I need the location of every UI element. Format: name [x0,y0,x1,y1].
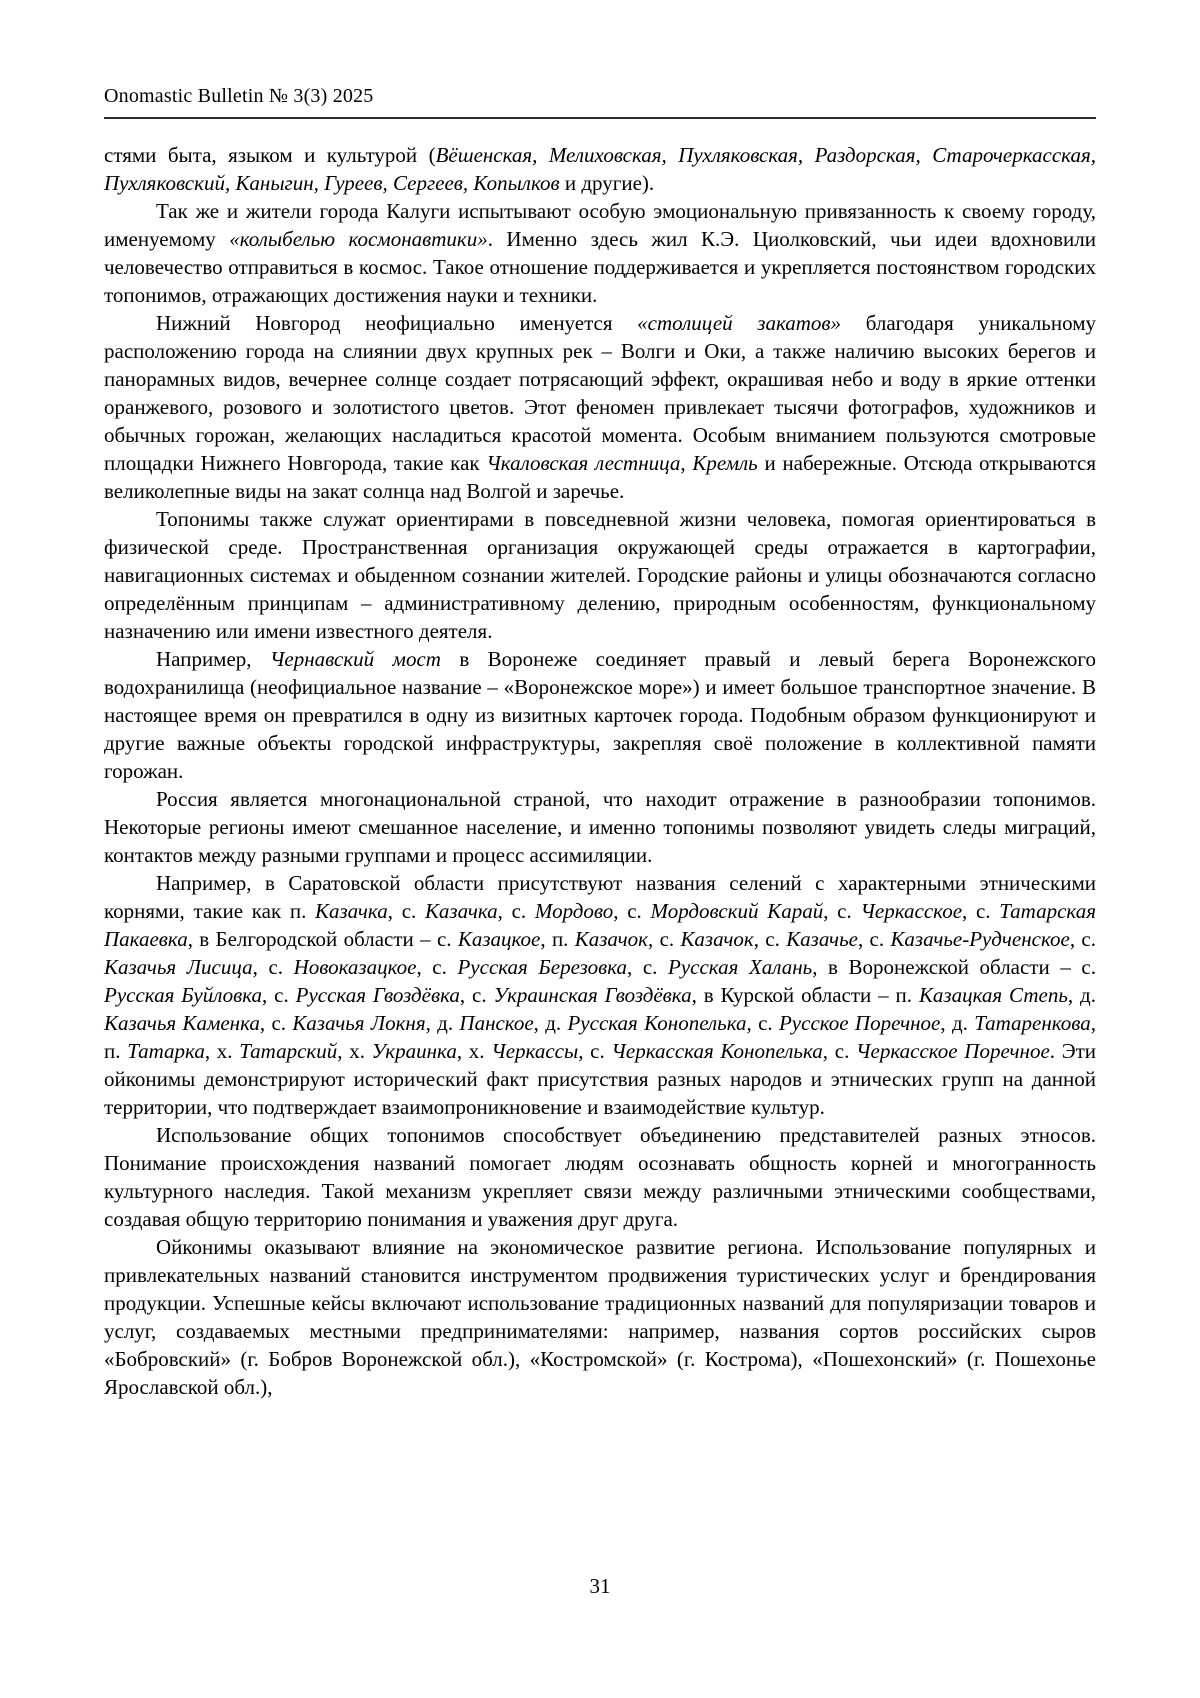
text-run: , с. [259,1011,293,1035]
text-run: , с. [459,983,494,1007]
toponym-italic-run: Казачье-Рудченское [890,927,1070,951]
toponym-italic-run: Казачок [574,927,648,951]
text-run: , с. [746,1011,779,1035]
paragraph [104,869,1096,1121]
toponym-italic-run: «колыбелью космонавтики» [229,227,488,251]
text-run: в Воронеже соединяет правый и левый берега Воронежского водохранилища (неофициальное название – «Воронежское море») и имеет большое транспортное значение. В настоящее время он превратился в одну из визитных карточек города. Подобным образом функционируют и другие важные объекты городской инфраструктуры, закрепляя своё положение в коллективной памяти горожан. [104,647,1096,783]
toponym-italic-run: Русская Буйловка [104,983,263,1007]
text-run: , с. [857,927,891,951]
text-run: , д. [1067,983,1096,1007]
text-run: Например, в Саратовской области присутствуют названия селений с характерными этническими корнями, такие как п. [104,871,1096,923]
text-run: , с. [962,899,1000,923]
text-run: , [680,451,693,475]
article-body [104,141,1096,1401]
paragraph [104,1121,1096,1233]
running-head-rule [104,84,1096,119]
toponym-italic-run: Черкасское Поречное [856,1039,1050,1063]
text-run: Использование общих топонимов способствует объединению представителей разных этносов. Понимание происхождения названий помогает людям осознавать общность корней и многогранность культурного наследия. Такой механизм укрепляет связи между различными этническими сообществами, создавая общую территорию понимания и уважения друг друга. [104,1123,1096,1231]
paragraph [104,785,1096,869]
paragraph [104,645,1096,785]
page-footer [0,1572,1200,1600]
text-run: . Именно здесь жил К.Э. Циолковский, чьи идеи вдохновили человечество отправиться в космос. Такое отношение поддерживается и укрепляется постоянством городских топонимов, отражающих достижения науки и техники. [104,227,1096,307]
text-run: , с. [262,983,296,1007]
text-run: , с. [647,927,681,951]
text-run: , д. [940,1011,975,1035]
text-run: , х. [456,1039,492,1063]
toponym-italic-run: Черкасская Конопелька [611,1039,823,1063]
text-run: , с. [578,1039,612,1063]
toponym-italic-run: Казачья Лисица [104,955,253,979]
text-run: , с. [416,955,458,979]
text-run: , в Белгородской области – с. [187,927,458,951]
toponym-italic-run: Кремль [692,451,758,475]
toponym-italic-run: Чернавский мост [269,647,441,671]
toponym-italic-run: Русская Гвоздёвка [295,983,460,1007]
text-run: , с. [387,899,425,923]
toponym-italic-run: Казачье [786,927,858,951]
toponym-italic-run: Панское [459,1011,534,1035]
toponym-italic-run: Чкаловская лестница [486,451,681,475]
toponym-italic-run: Татаренкова [974,1011,1091,1035]
toponym-italic-run: Казачья Локня [292,1011,426,1035]
toponym-italic-run: Казачка [315,899,388,923]
text-run: , п. [104,1011,1097,1063]
text-run: , с. [497,899,535,923]
toponym-italic-run: Русское Поречное [778,1011,941,1035]
text-run: Топонимы также служат ориентирами в повседневной жизни человека, помогая ориентироваться в физической среде. Пространственная организация окружающей среды отражается в картографии, навигационных системах и обыденном сознании жителей. Городские районы и улицы обозначаются согласно определённым принципам – административному делению, природным особенностям, функциональному назначению или имени известного деятеля. [104,507,1096,643]
text-run: и другие). [559,171,655,195]
paragraph [104,1233,1096,1401]
paragraph [104,197,1096,309]
text-run: Ойконимы оказывают влияние на экономическое развитие региона. Использование популярных и привлекательных названий становится инструментом продвижения туристических услуг и брендирования продукции. Успешные кейсы включают использование традиционных названий для популяризации товаров и услуг, создаваемых местными предпринимателями: например, названия сортов российских сыров «Бобровский» (г. Бобров Воронежской обл.), «Костромской» (г. Кострома), «Пошехонский» (г. Пошехонье Ярославской обл.), [104,1235,1096,1399]
toponym-italic-run: Казацкая Степь [918,983,1068,1007]
toponym-italic-run: Черкассы [491,1039,579,1063]
toponym-italic-run: Черкасское [860,899,963,923]
page-header [104,0,1096,119]
text-run: Россия является многонациональной страной, что находит отражение в разнообразии топонимов. Некоторые регионы имеют смешанное население, и именно топонимы позволяют увидеть следы миграций, контактов между разными группами и процесс ассимиляции. [104,787,1096,867]
text-run: , с. [753,927,787,951]
text-run: , с. [252,955,294,979]
text-run: . Эти ойконимы демонстрируют исторический факт присутствия разных народов и этнических групп на данной территории, что подтверждает взаимопроникновение и взаимодействие культур. [104,1039,1097,1119]
toponym-italic-run: Русская Халань [668,955,813,979]
text-run: , с. [1069,927,1096,951]
text-run: Так же и жители города Калуги испытывают особую эмоциональную привязанность к своему городу, именуемому [104,199,1096,251]
toponym-italic-run: Татарский [239,1039,338,1063]
text-run: , в Курской области – п. [691,983,919,1007]
text-run: стями быта, языком и культурой ( [104,143,436,167]
toponym-italic-run: Украинка [371,1039,457,1063]
paragraph [104,309,1096,505]
page-number: 31 [589,1574,611,1598]
toponym-italic-run: Казачок [680,927,754,951]
journal-title: Onomastic Bulletin № 3(3) 2025 [104,85,374,107]
toponym-italic-run: Татарка [127,1039,205,1063]
text-run: , в Воронежской области – с. [812,955,1096,979]
toponym-italic-run: Русская Конопелька [567,1011,747,1035]
toponym-italic-run: Русская Березовка [457,955,627,979]
text-run: , с. [822,1039,857,1063]
toponym-italic-run: Новоказацкое [293,955,417,979]
text-run: и набережные. Отсюда открываются великолепные виды на закат солнца над Волгой и заречье. [104,451,1097,503]
text-run: Нижний Новгород неофициально именуется [156,311,638,335]
toponym-italic-run: Украинская Гвоздёвка [493,983,692,1007]
text-run: , х. [204,1039,240,1063]
text-run: , д. [425,1011,460,1035]
text-run: , п. [540,927,575,951]
toponym-italic-run: Мордовский Карай [650,899,824,923]
toponym-italic-run: Вёшенская, Мелиховская, Пухляковская, Раздорская, Старочеркасская, Пухляковский, Каныгин, Гуреев, Сергеев, Копылков [104,143,1096,195]
text-run: , х. [337,1039,372,1063]
toponym-italic-run: Татарская Пакаевка [104,899,1096,951]
paragraph [104,505,1096,645]
toponym-italic-run: Казачья Каменка [104,1011,260,1035]
text-run: , с. [823,899,861,923]
paragraph [104,141,1096,197]
text-run: благодаря уникальному расположению города на слиянии двух крупных рек – Волги и Оки, а также наличию высоких берегов и панорамных видов, вечернее солнце создает потрясающий эффект, окрашивая небо и воду в яркие оттенки оранжевого, розового и золотистого цветов. Этот феномен привлекает тысячи фотографов, художников и обычных горожан, желающих насладиться красотой момента. Особым вниманием пользуются смотровые площадки Нижнего Новгорода, такие как [104,311,1097,475]
toponym-italic-run: Казацкое [457,927,541,951]
text-run: , д. [533,1011,568,1035]
text-run: , с. [613,899,651,923]
toponym-italic-run: Казачка [424,899,498,923]
text-run: Например, [156,647,270,671]
text-run: , с. [627,955,669,979]
toponym-italic-run: «столицей закатов» [637,311,842,335]
toponym-italic-run: Мордово [534,899,614,923]
